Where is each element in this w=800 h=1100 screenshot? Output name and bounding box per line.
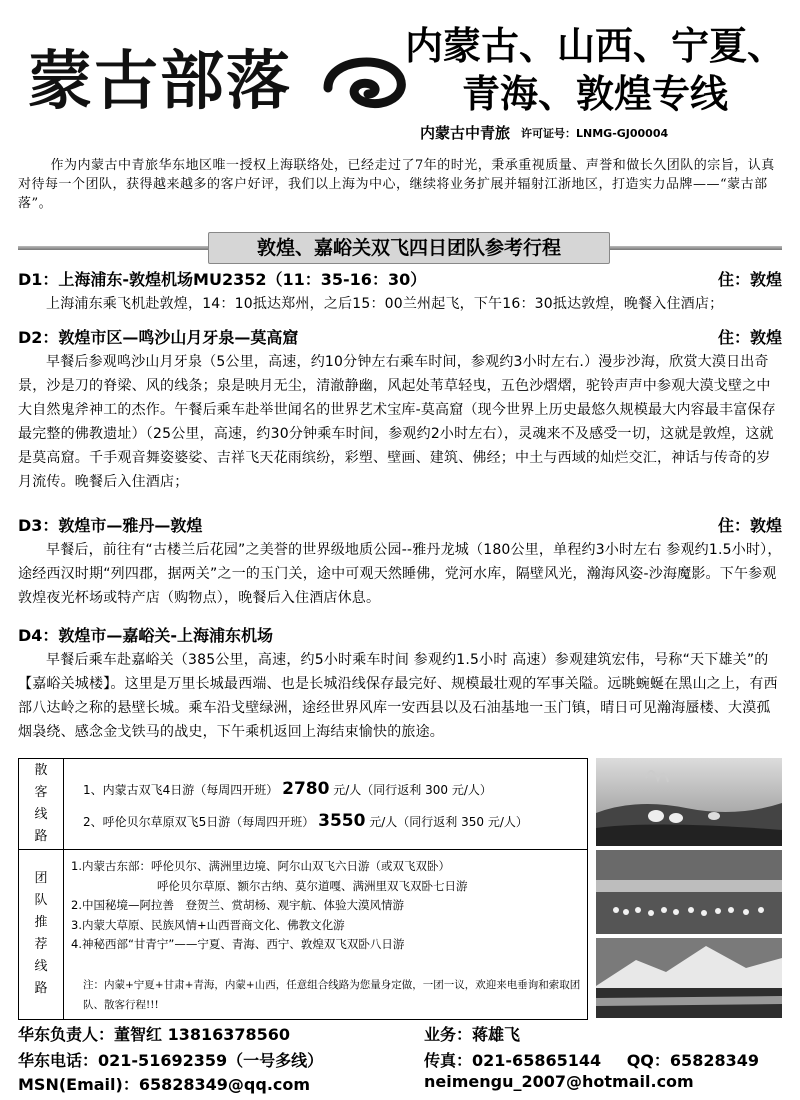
msn-email: 65828349@qq.com xyxy=(138,1075,311,1094)
intro-paragraph: 作为内蒙古中青旅华东地区唯一授权上海联络处，已经走过了7年的时光，秉承重视质量、声誉和做长久团队的宗旨，认真对待每一个团队，获得越来越多的客户好评，我们以上海为中心，继续将业务扩展并辐射江浙地区，打造实力品牌——“蒙古部落”。 xyxy=(18,158,775,211)
snow-mountain-lake-photo xyxy=(596,938,782,1018)
package-1 xyxy=(83,779,492,799)
headline-line2: 青海、敦煌专线 xyxy=(461,72,728,116)
brand-logo xyxy=(18,20,388,130)
day-description: 早餐后，前往有“古楼兰后花园”之美誉的世界级地质公园--雅丹龙城（180公里，单程约3小时左右 参观约1.5小时），途经西汉时期“列四郡，据两关”之一的玉门关，途中可观天然睡佛，党河水库，隔壁风光，瀚海风姿-沙海魔影。下午参观敦煌夜光杯场或特产店（购物点），晚餐后入住酒店休息。 xyxy=(18,542,782,606)
package-price: 2780 xyxy=(282,779,330,799)
manager-label: 华东负责人： xyxy=(18,1025,115,1044)
day-title: D4：敦煌市—嘉峪关-上海浦东机场 xyxy=(18,626,274,645)
header xyxy=(0,0,800,150)
itinerary-title: 敦煌、嘉峪关双飞四日团队参考行程 xyxy=(208,232,610,264)
group-routes xyxy=(19,849,587,1019)
package-price: 3550 xyxy=(318,811,366,831)
group-route-list xyxy=(71,857,581,955)
headline xyxy=(400,22,790,118)
headline-line1: 内蒙古、山西、宁夏、 xyxy=(404,24,785,68)
qq-number: 65828349 xyxy=(669,1051,759,1070)
day-description: 早餐后乘车赴嘉峪关（385公里，高速，约5小时乘车时间 参观约1.5小时 高速）参观建筑宏伟，号称“天下雄关”的【嘉峪关城楼】。这里是万里长城最西端、也是长城沿线保存最完好、规模最壮观的军事关隘。远眺蜿蜒在黑山之上，有西部八达岭之称的悬壁长城。乘车沿戈壁绿洲，途经世界风库一安西县以及石油基地一玉门镇，晴日可见瀚海蜃楼、大漠孤烟袅绕、感念金戈铁马的战史，下午乘机返回上海结束愉快的旅途。 xyxy=(18,652,778,740)
qq-label: QQ： xyxy=(626,1051,670,1070)
manager-contact: 董智红 13816378560 xyxy=(114,1025,291,1044)
day-title: D1：上海浦东-敦煌机场MU2352（11：35-16：30） xyxy=(18,270,427,289)
fax-number: 021-65865144 xyxy=(472,1051,602,1070)
day-heading xyxy=(18,326,782,350)
msn-label: MSN(Email)： xyxy=(18,1075,139,1094)
fax-label: 传真： xyxy=(424,1051,473,1070)
business-label: 业务： xyxy=(424,1025,473,1044)
routes-table xyxy=(18,758,588,1020)
business-contact: 蒋雄飞 xyxy=(472,1025,521,1044)
route-note: 注：内蒙+宁夏+甘肃+青海，内蒙+山西，任意组合线路为您量身定做，一团一议，欢迎来电垂询和索取团队、散客行程!!! xyxy=(83,979,581,1011)
day-heading xyxy=(18,624,782,648)
list-item: 呼伦贝尔草原、额尔古纳、莫尔道嘎、满洲里双飞双卧七日游 xyxy=(157,878,468,893)
day-2 xyxy=(18,326,782,494)
package-2 xyxy=(83,811,528,831)
day-stay: 住：敦煌 xyxy=(717,328,782,347)
package-name: 1、内蒙古双飞4日游（每周四开班） xyxy=(83,783,279,797)
package-unit: 元/人（同行返利 300 元/人） xyxy=(333,783,492,797)
agency-name: 内蒙古中青旅 xyxy=(420,124,511,142)
brand-name: 蒙古部落 xyxy=(28,44,292,119)
day-title: D2：敦煌市区—鸣沙山月牙泉—莫高窟 xyxy=(18,328,299,347)
list-item: 2.中国秘境—阿拉善 登贺兰、赏胡杨、观宇航、体验大漠风情游 xyxy=(71,898,404,912)
group-routes-label: 团队推荐线路 xyxy=(19,849,64,1019)
day-description: 上海浦东乘飞机赴敦煌，14：10抵达郑州，之后15：00兰州起飞，下午16：30抵达敦煌，晚餐入住酒店； xyxy=(46,296,724,312)
list-item: 4.神秘西部“甘青宁”——宁夏、青海、西宁、敦煌双飞双卧八日游 xyxy=(71,937,405,951)
list-item: 1.内蒙古东部：呼伦贝尔、满洲里边境、阿尔山双飞六日游（或双飞双卧） xyxy=(71,859,450,873)
day-title: D3：敦煌市—雅丹—敦煌 xyxy=(18,516,203,535)
sheep-herd-photo xyxy=(596,850,782,934)
swirl-logo-icon xyxy=(318,48,408,118)
day-3 xyxy=(18,514,782,610)
day-heading xyxy=(18,268,782,292)
phone-number: 021-51692359（一号多线） xyxy=(98,1051,324,1070)
package-name: 2、呼伦贝尔草原双飞5日游（每周四开班） xyxy=(83,815,315,829)
day-stay: 住：敦煌 xyxy=(717,270,782,289)
itinerary-title-bar xyxy=(18,232,782,260)
day-1 xyxy=(18,268,782,316)
phone-label: 华东电话： xyxy=(18,1051,99,1070)
yurt-grassland-photo xyxy=(596,758,782,846)
package-unit: 元/人（同行返利 350 元/人） xyxy=(369,815,528,829)
individual-routes xyxy=(19,759,587,850)
individual-routes-label: 散客线路 xyxy=(19,759,64,849)
day-heading xyxy=(18,514,782,538)
day-description: 早餐后参观鸣沙山月牙泉（5公里，高速，约10分钟左右乘车时间，参观约3小时左右.）漫步沙海，欣赏大漠日出奇景，沙是刀的脊梁、风的线条；泉是映月无尘，清澈静幽，风起处苇草轻曳，五色沙熠熠，驼铃声声中参观大漠戈壁之中大自然鬼斧神工的杰作。午餐后乘车赴举世闻名的世界艺术宝库-莫高窟（现今世界上历史最悠久规模最大内容最丰富保存最完整的佛教遗址）（25公里，高速，约30分钟乘车时间，参观约2小时左右），灵魂来不及感受一切，这就是敦煌，这就是莫高窟。千手观音舞姿婆娑、吉祥飞天花雨缤纷，彩塑、壁画、建筑、佛经；中土与西域的灿烂交汇，神话与传奇的岁月流传。晚餐后入住酒店； xyxy=(18,354,776,490)
license-number: 许可证号：LNMG-GJ00004 xyxy=(521,127,669,140)
list-item: 3.内蒙大草原、民族风情+山西晋商文化、佛教文化游 xyxy=(71,917,345,932)
day-4 xyxy=(18,624,782,744)
email-address: neimengu_2007@hotmail.com xyxy=(424,1072,694,1091)
day-stay: 住：敦煌 xyxy=(717,516,782,535)
